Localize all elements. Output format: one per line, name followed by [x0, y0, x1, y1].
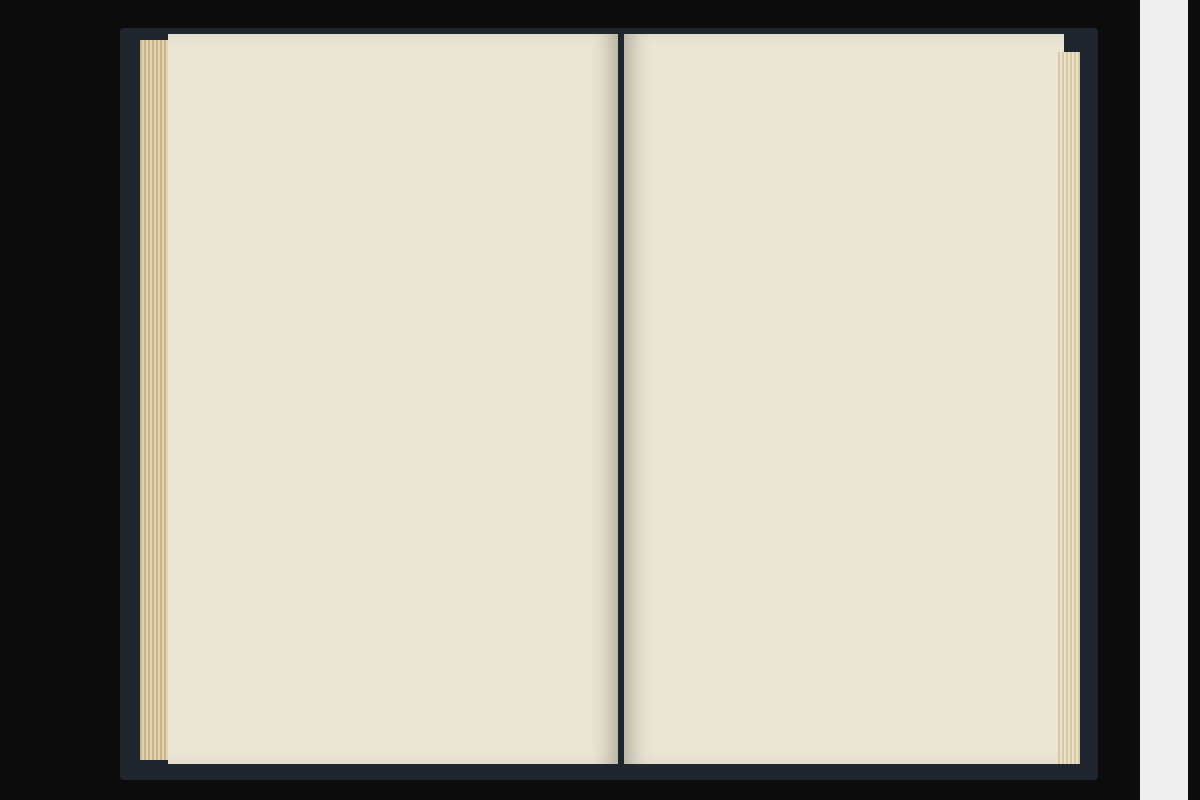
measuring-ruler [1140, 0, 1188, 800]
right-page [624, 34, 1064, 764]
page-edges-right [1058, 52, 1080, 764]
left-page [168, 34, 618, 764]
